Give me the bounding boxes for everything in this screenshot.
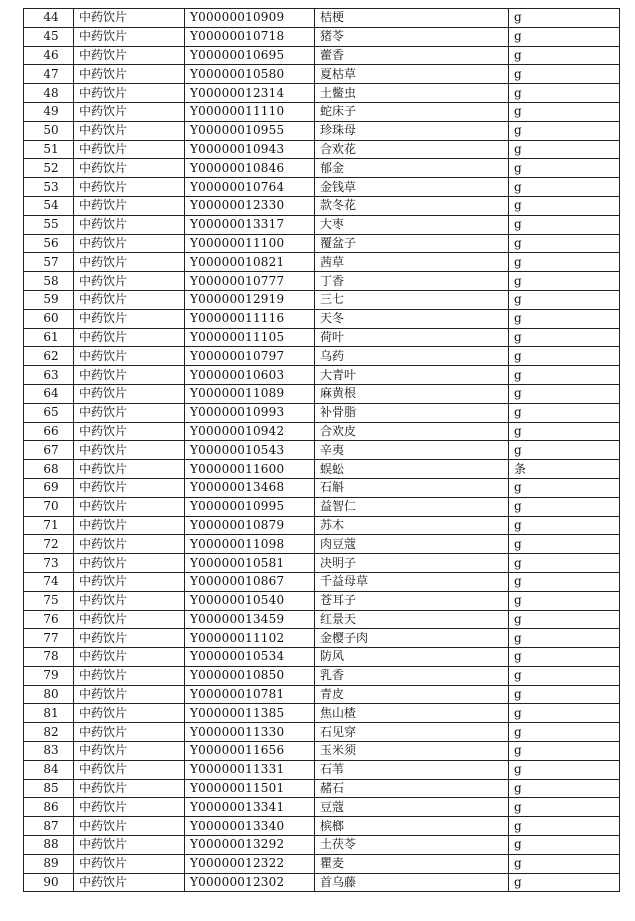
table-row [24,760,620,779]
unit-cell: g [509,102,620,121]
unit-cell: g [509,854,620,873]
table-row [24,102,620,121]
code-cell: Y00000013459 [185,610,315,629]
category-cell: 中药饮片 [74,309,185,328]
code-cell: Y00000010955 [185,121,315,140]
unit-cell: g [509,873,620,892]
category-cell: 中药饮片 [74,817,185,836]
code-cell: Y00000010540 [185,591,315,610]
unit-cell: g [509,535,620,554]
code-cell: Y00000011089 [185,384,315,403]
table-row [24,272,620,291]
code-cell: Y00000010534 [185,648,315,667]
table-row [24,666,620,685]
herb-name-cell: 天冬 [315,309,509,328]
herb-name-cell: 青皮 [315,685,509,704]
table-row [24,723,620,742]
code-cell: Y00000011110 [185,102,315,121]
table-row [24,384,620,403]
category-cell: 中药饮片 [74,27,185,46]
herb-name-cell: 石斛 [315,478,509,497]
category-cell: 中药饮片 [74,384,185,403]
row-number: 79 [24,666,74,685]
table-row [24,65,620,84]
category-cell: 中药饮片 [74,572,185,591]
table-row [24,441,620,460]
table-row [24,873,620,892]
code-cell: Y00000010846 [185,159,315,178]
table-row [24,290,620,309]
code-cell: Y00000010781 [185,685,315,704]
code-cell: Y00000011656 [185,742,315,761]
category-cell: 中药饮片 [74,648,185,667]
table-row [24,516,620,535]
code-cell: Y00000010993 [185,403,315,422]
table-row [24,253,620,272]
unit-cell: g [509,685,620,704]
code-cell: Y00000011102 [185,629,315,648]
row-number: 53 [24,178,74,197]
herb-name-cell: 覆盆子 [315,234,509,253]
category-cell: 中药饮片 [74,873,185,892]
code-cell: Y00000013468 [185,478,315,497]
row-number: 58 [24,272,74,291]
herb-name-cell: 石见穿 [315,723,509,742]
category-cell: 中药饮片 [74,196,185,215]
category-cell: 中药饮片 [74,403,185,422]
unit-cell: g [509,309,620,328]
row-number: 61 [24,328,74,347]
table-row [24,554,620,573]
row-number: 73 [24,554,74,573]
row-number: 48 [24,84,74,103]
table-row [24,798,620,817]
code-cell: Y00000011385 [185,704,315,723]
category-cell: 中药饮片 [74,516,185,535]
row-number: 63 [24,366,74,385]
code-cell: Y00000011116 [185,309,315,328]
table-row [24,497,620,516]
unit-cell: g [509,159,620,178]
herb-name-cell: 千益母草 [315,572,509,591]
row-number: 85 [24,779,74,798]
category-cell: 中药饮片 [74,9,185,28]
unit-cell: g [509,610,620,629]
row-number: 75 [24,591,74,610]
table-row [24,535,620,554]
row-number: 54 [24,196,74,215]
code-cell: Y00000010797 [185,347,315,366]
herb-name-cell: 金樱子肉 [315,629,509,648]
table-row [24,629,620,648]
category-cell: 中药饮片 [74,46,185,65]
unit-cell: g [509,817,620,836]
unit-cell: g [509,46,620,65]
table-row [24,591,620,610]
code-cell: Y00000012314 [185,84,315,103]
herb-name-cell: 藿香 [315,46,509,65]
row-number: 81 [24,704,74,723]
code-cell: Y00000012302 [185,873,315,892]
row-number: 66 [24,422,74,441]
table-row [24,422,620,441]
unit-cell: g [509,591,620,610]
code-cell: Y00000010943 [185,140,315,159]
code-cell: Y00000011330 [185,723,315,742]
table-row [24,196,620,215]
code-cell: Y00000010603 [185,366,315,385]
unit-cell: g [509,422,620,441]
category-cell: 中药饮片 [74,65,185,84]
unit-cell: g [509,572,620,591]
table-row [24,27,620,46]
code-cell: Y00000010821 [185,253,315,272]
code-cell: Y00000011501 [185,779,315,798]
herb-name-cell: 土茯苓 [315,836,509,855]
code-cell: Y00000011331 [185,760,315,779]
code-cell: Y00000012322 [185,854,315,873]
herb-name-cell: 金钱草 [315,178,509,197]
category-cell: 中药饮片 [74,290,185,309]
herb-name-cell: 辛夷 [315,441,509,460]
herb-name-cell: 珍珠母 [315,121,509,140]
document-page [23,8,619,892]
category-cell: 中药饮片 [74,140,185,159]
row-number: 89 [24,854,74,873]
code-cell: Y00000010764 [185,178,315,197]
unit-cell: g [509,290,620,309]
row-number: 57 [24,253,74,272]
unit-cell: g [509,140,620,159]
herb-name-cell: 石苇 [315,760,509,779]
code-cell: Y00000011100 [185,234,315,253]
unit-cell: g [509,742,620,761]
unit-cell: g [509,648,620,667]
table-row [24,159,620,178]
herb-name-cell: 款冬花 [315,196,509,215]
code-cell: Y00000010777 [185,272,315,291]
herb-name-cell: 三七 [315,290,509,309]
row-number: 71 [24,516,74,535]
table-row [24,121,620,140]
table-row [24,610,620,629]
table-row [24,46,620,65]
code-cell: Y00000013340 [185,817,315,836]
table-row [24,742,620,761]
category-cell: 中药饮片 [74,554,185,573]
code-cell: Y00000010695 [185,46,315,65]
unit-cell: g [509,760,620,779]
row-number: 55 [24,215,74,234]
code-cell: Y00000013317 [185,215,315,234]
unit-cell: g [509,347,620,366]
unit-cell: g [509,234,620,253]
row-number: 56 [24,234,74,253]
herb-name-cell: 茜草 [315,253,509,272]
category-cell: 中药饮片 [74,460,185,479]
table-row [24,234,620,253]
code-cell: Y00000010942 [185,422,315,441]
herb-name-cell: 蛇床子 [315,102,509,121]
code-cell: Y00000010867 [185,572,315,591]
herb-name-cell: 益智仁 [315,497,509,516]
code-cell: Y00000010995 [185,497,315,516]
unit-cell: g [509,272,620,291]
table-row [24,366,620,385]
herb-name-cell: 决明子 [315,554,509,573]
herb-name-cell: 大枣 [315,215,509,234]
category-cell: 中药饮片 [74,328,185,347]
unit-cell: g [509,215,620,234]
table-row [24,817,620,836]
code-cell: Y00000011105 [185,328,315,347]
herb-name-cell: 丁香 [315,272,509,291]
category-cell: 中药饮片 [74,666,185,685]
unit-cell: g [509,196,620,215]
unit-cell: g [509,84,620,103]
herb-name-cell: 肉豆蔻 [315,535,509,554]
code-cell: Y00000010718 [185,27,315,46]
category-cell: 中药饮片 [74,798,185,817]
row-number: 88 [24,836,74,855]
herb-name-cell: 合欢花 [315,140,509,159]
table-row [24,648,620,667]
code-cell: Y00000010879 [185,516,315,535]
row-number: 50 [24,121,74,140]
category-cell: 中药饮片 [74,215,185,234]
unit-cell: g [509,384,620,403]
row-number: 67 [24,441,74,460]
table-row [24,347,620,366]
table-row [24,836,620,855]
row-number: 72 [24,535,74,554]
herb-name-cell: 焦山楂 [315,704,509,723]
category-cell: 中药饮片 [74,704,185,723]
herb-name-cell: 防风 [315,648,509,667]
herb-name-cell: 瞿麦 [315,854,509,873]
row-number: 65 [24,403,74,422]
code-cell: Y00000013292 [185,836,315,855]
category-cell: 中药饮片 [74,422,185,441]
row-number: 77 [24,629,74,648]
table-row [24,178,620,197]
herb-name-cell: 蜈蚣 [315,460,509,479]
herb-name-cell: 猪苓 [315,27,509,46]
category-cell: 中药饮片 [74,159,185,178]
code-cell: Y00000012330 [185,196,315,215]
category-cell: 中药饮片 [74,84,185,103]
code-cell: Y00000013341 [185,798,315,817]
category-cell: 中药饮片 [74,535,185,554]
unit-cell: g [509,836,620,855]
row-number: 47 [24,65,74,84]
category-cell: 中药饮片 [74,347,185,366]
code-cell: Y00000010543 [185,441,315,460]
herb-name-cell: 郁金 [315,159,509,178]
herb-name-cell: 乌药 [315,347,509,366]
table-body [24,9,620,892]
table-row [24,309,620,328]
unit-cell: g [509,403,620,422]
unit-cell: g [509,441,620,460]
table-row [24,9,620,28]
table-row [24,478,620,497]
row-number: 49 [24,102,74,121]
unit-cell: g [509,178,620,197]
herb-table [23,8,620,892]
row-number: 59 [24,290,74,309]
category-cell: 中药饮片 [74,742,185,761]
category-cell: 中药饮片 [74,253,185,272]
unit-cell: g [509,253,620,272]
unit-cell: g [509,497,620,516]
row-number: 78 [24,648,74,667]
table-row [24,328,620,347]
unit-cell: g [509,478,620,497]
row-number: 86 [24,798,74,817]
herb-name-cell: 荷叶 [315,328,509,347]
row-number: 46 [24,46,74,65]
row-number: 68 [24,460,74,479]
category-cell: 中药饮片 [74,178,185,197]
table-row [24,854,620,873]
herb-name-cell: 苍耳子 [315,591,509,610]
category-cell: 中药饮片 [74,234,185,253]
row-number: 82 [24,723,74,742]
table-row [24,460,620,479]
herb-name-cell: 夏枯草 [315,65,509,84]
unit-cell: g [509,27,620,46]
row-number: 51 [24,140,74,159]
category-cell: 中药饮片 [74,685,185,704]
code-cell: Y00000010581 [185,554,315,573]
unit-cell: g [509,121,620,140]
row-number: 74 [24,572,74,591]
herb-name-cell: 苏木 [315,516,509,535]
unit-cell: g [509,65,620,84]
code-cell: Y00000010850 [185,666,315,685]
herb-name-cell: 土鳖虫 [315,84,509,103]
herb-name-cell: 槟榔 [315,817,509,836]
herb-name-cell: 大青叶 [315,366,509,385]
category-cell: 中药饮片 [74,836,185,855]
table-row [24,704,620,723]
code-cell: Y00000011098 [185,535,315,554]
unit-cell: g [509,723,620,742]
category-cell: 中药饮片 [74,497,185,516]
row-number: 70 [24,497,74,516]
unit-cell: g [509,704,620,723]
row-number: 52 [24,159,74,178]
unit-cell: g [509,554,620,573]
row-number: 64 [24,384,74,403]
category-cell: 中药饮片 [74,121,185,140]
table-row [24,140,620,159]
table-row [24,215,620,234]
unit-cell: g [509,366,620,385]
category-cell: 中药饮片 [74,441,185,460]
unit-cell: g [509,629,620,648]
table-row [24,84,620,103]
row-number: 83 [24,742,74,761]
row-number: 84 [24,760,74,779]
herb-name-cell: 合欢皮 [315,422,509,441]
category-cell: 中药饮片 [74,629,185,648]
row-number: 90 [24,873,74,892]
herb-name-cell: 玉米须 [315,742,509,761]
herb-name-cell: 红景天 [315,610,509,629]
category-cell: 中药饮片 [74,591,185,610]
category-cell: 中药饮片 [74,272,185,291]
row-number: 80 [24,685,74,704]
code-cell: Y00000011600 [185,460,315,479]
category-cell: 中药饮片 [74,366,185,385]
category-cell: 中药饮片 [74,478,185,497]
category-cell: 中药饮片 [74,854,185,873]
code-cell: Y00000010909 [185,9,315,28]
row-number: 87 [24,817,74,836]
row-number: 76 [24,610,74,629]
unit-cell: g [509,779,620,798]
unit-cell: 条 [509,460,620,479]
table-row [24,779,620,798]
row-number: 60 [24,309,74,328]
row-number: 45 [24,27,74,46]
code-cell: Y00000010580 [185,65,315,84]
category-cell: 中药饮片 [74,610,185,629]
category-cell: 中药饮片 [74,760,185,779]
table-row [24,572,620,591]
table-row [24,403,620,422]
code-cell: Y00000012919 [185,290,315,309]
unit-cell: g [509,9,620,28]
herb-name-cell: 首乌藤 [315,873,509,892]
row-number: 62 [24,347,74,366]
herb-name-cell: 赭石 [315,779,509,798]
herb-name-cell: 麻黄根 [315,384,509,403]
unit-cell: g [509,328,620,347]
unit-cell: g [509,516,620,535]
unit-cell: g [509,798,620,817]
table-row [24,685,620,704]
row-number: 69 [24,478,74,497]
herb-name-cell: 豆蔻 [315,798,509,817]
category-cell: 中药饮片 [74,102,185,121]
row-number: 44 [24,9,74,28]
herb-name-cell: 乳香 [315,666,509,685]
herb-name-cell: 桔梗 [315,9,509,28]
category-cell: 中药饮片 [74,779,185,798]
herb-name-cell: 补骨脂 [315,403,509,422]
unit-cell: g [509,666,620,685]
category-cell: 中药饮片 [74,723,185,742]
